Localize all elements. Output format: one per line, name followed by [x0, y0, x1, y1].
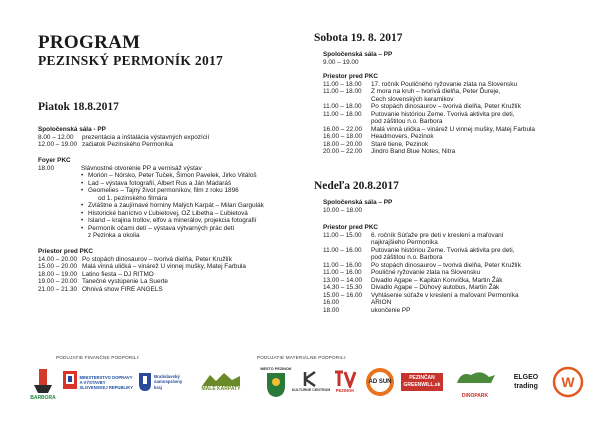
schedule-row: 9.00 – 19.00 [323, 58, 359, 66]
schedule-row: 11.00 – 16.00 Pouličné ryžovanie zlata na Slovensku [323, 269, 481, 277]
barbora-logo-icon: BARBORA [30, 365, 56, 401]
section-title: Spoločenská sála – PP [323, 51, 393, 58]
schedule-row: 20.00 – 22.00 Jindro Band Blue Notes, Nitra [323, 148, 456, 156]
section-title: Foyer PKC [38, 157, 71, 164]
schedule-row: 11.00 – 18.00 Putovanie históriou Zeme. Tvorivá aktivita pre deti, pod záštitou n.o. Barbora [323, 110, 515, 126]
mesto-pezinok-logo-icon: MESTO PEZINOK [262, 362, 290, 402]
page-title: PROGRAM [38, 32, 141, 53]
day-heading-friday: Piatok 18.8.2017 [38, 101, 119, 113]
schedule-row: 16.00 – 18.00 Headmovers, Pezinok [323, 133, 434, 141]
pezinok-tv-logo-icon: PEZINOK [330, 367, 360, 397]
saturday-outdoor [323, 73, 598, 156]
schedule-row: 11.00 – 16.00 Putovanie históriou Zeme. Tvorivá aktivita pre deti, pod záštitou n.o. Barbora [323, 246, 515, 262]
material-support-label: PODUJATIE MATERIÁLNE PODPORILI: [257, 355, 347, 360]
section-title: Priestor pred PKC [323, 224, 379, 231]
list-item: • Lad – výstava fotografií, Albert Rus a Ján Madaráš [81, 180, 318, 188]
friday-foyer [38, 157, 318, 240]
schedule-row: 16.00 ARION [323, 299, 392, 307]
schedule-row: 11.00 – 18.00 Po stopách dinosaurov – tvorivá dielňa, Peter Kružlík [323, 103, 521, 111]
sunday-hall [323, 199, 593, 214]
schedule-row: 11.00 – 15.00 6. ročník Súťaže pre deti v kreslení a maľovaní najkrajšieho Permoníka [323, 231, 504, 247]
schedule-row: 13.00 – 14.00 Divadlo Agape – Kapitán Konvička, Martin Žák [323, 276, 503, 284]
section-title: Spoločenská sála – PP [323, 199, 393, 206]
schedule-row: 11.00 – 18.00 Z mora na kruh – tvorivá dielňa, Peter Ďureje, Cech slovenských keramikov [323, 88, 501, 103]
list-item: • Morión – Nórsko, Peter Tuček, Šimon Pavelek, Jirko Vitáloš [81, 172, 318, 180]
bratislava-region-logo-icon: Bratislavský samosprávny kraj [138, 368, 190, 396]
schedule-row: 18.00 Slávnostné otvorenie PP a vernisáž výstav [38, 164, 202, 172]
list-item: • Island – krajina trollov, elfov a minerálov, projekcia fotografií [81, 217, 318, 225]
list-item: • Historické baníctvo v Ľubietovej, OZ Libetha – Ľubietová [81, 210, 318, 218]
schedule-row: 21.00 – 21.30 Ohnivá show FIRE ANGELS [38, 285, 163, 293]
schedule-row: 18.00 ukončenie PP [323, 307, 411, 315]
list-item: • Geomelies – Tajný život permoníkov, film z roku 1896 od 1. pezinského filmára [81, 187, 318, 202]
elgeo-logo-icon: ELGEO trading [513, 374, 539, 390]
section-title: Spoločenská sála - PP [38, 126, 106, 133]
schedule-row: 14.00 – 20.00 Po stopách dinosaurov – tvorivá dielňa, Peter Kružlík [38, 255, 232, 263]
schedule-row: 8.00 – 12.00 prezentácia a inštalácia výstavných expozícií [38, 133, 210, 141]
schedule-row: 11.00 – 18.00 17. ročník Pouličného ryžovanie zlata na Slovensku [323, 80, 518, 88]
kulturne-centrum-logo-icon: KULTÚRNE CENTRUM [296, 368, 326, 396]
schedule-row: 12.00 – 19.00 začiatok Pezinského Permoníka [38, 141, 173, 149]
schedule-row: 15.00 – 16.00 Vyhlásenie súťaže v kreslení a maľovaní Permoníka [323, 291, 519, 299]
exhibition-list [81, 172, 318, 240]
day-heading-sunday: Nedeľa 20.8.2017 [314, 180, 399, 192]
ministry-logo-icon: MINISTERSTVO DOPRAVY A VÝSTAVBY SLOVENSKEJ REPUBLIKY [62, 367, 134, 397]
page-subtitle: PEZINSKÝ PERMONÍK 2017 [38, 53, 224, 68]
sunday-outdoor [323, 224, 598, 315]
schedule-row: 19.00 – 20.00 Tanečné vystúpenie La Suerte [38, 278, 168, 286]
schedule-row: 14.30 – 15.30 Divadlo Agape – Dúhový autobus, Martin Žák [323, 284, 500, 292]
list-item: • Permoník očami detí – výstava výtvarných prác detí z Pezinka a okolia [81, 225, 318, 240]
dinopark-logo-icon: DINOPARK [451, 367, 499, 399]
saturday-hall [323, 51, 593, 66]
schedule-row: 11.00 – 16.00 Po stopách dinosaurov – tvorivá dielňa, Peter Kružlík [323, 261, 521, 269]
schedule-row: 16.00 – 22.00 Malá vinná ulička – vinárež U vinnej mušky, Matej Farbula [323, 125, 535, 133]
adsun-logo-icon: AD SUN [365, 367, 395, 397]
section-title: Priestor pred PKC [38, 248, 94, 255]
male-karpaty-logo-icon: MALÉ KARPATY [196, 367, 246, 397]
w-logo-icon: W [552, 366, 584, 398]
schedule-row: 18.00 – 20.00 Staré tiene, Pezinok [323, 140, 429, 148]
schedule-row: 18.00 – 19.00 Latino fiesta – DJ RITMO [38, 270, 154, 278]
day-heading-saturday: Sobota 19. 8. 2017 [314, 32, 403, 44]
list-item: • Zvláštne a zaujímavé horniny Malých Karpát – Milan Gargulák [81, 202, 318, 210]
financial-support-label: PODUJATIE FINANČNE PODPORILI: [56, 355, 140, 360]
schedule-row: 10.00 – 18.00 [323, 206, 363, 214]
friday-outdoor [38, 248, 318, 293]
section-title: Priestor pred PKC [323, 73, 379, 80]
schedule-row: 15.00 – 20.00 Malá vinná uličká – vinárež U vinnej mušky, Matej Farbula [38, 263, 246, 271]
greenwill-logo-icon: PEZINČAN GREENWILL.sk [401, 365, 443, 399]
friday-schedule [38, 126, 308, 149]
